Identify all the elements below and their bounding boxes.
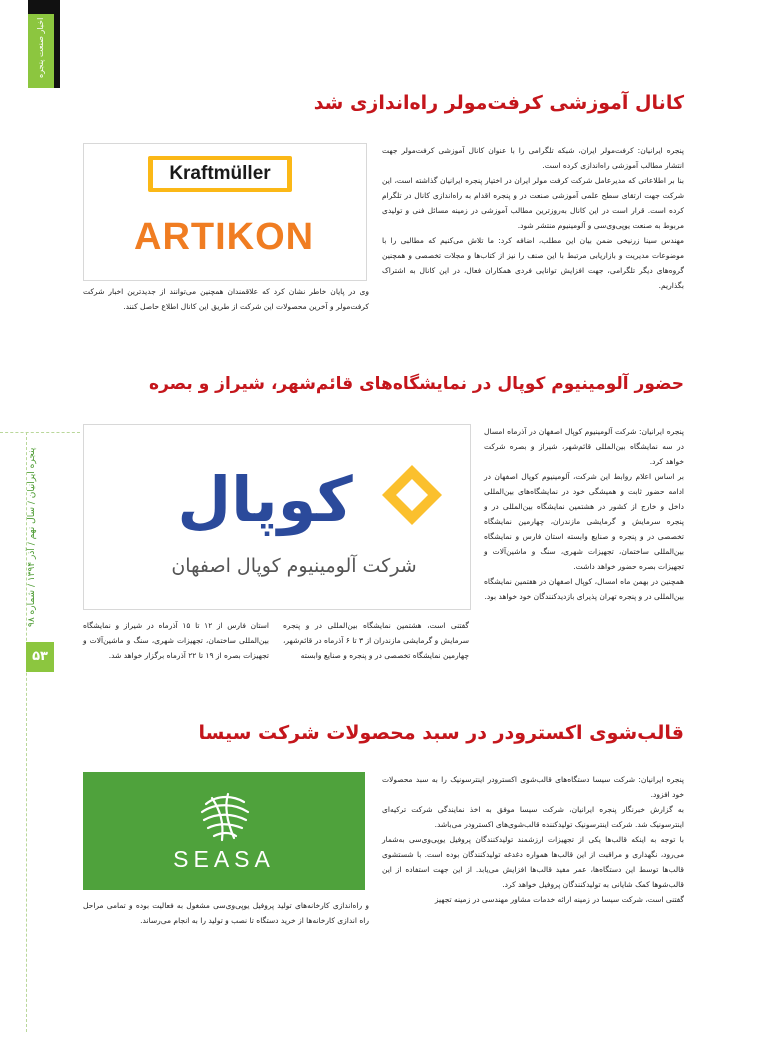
paragraph: همچنین در بهمن ماه امسال، کوپال اصفهان در هفتمین نمایشگاه بین‌المللی در و پنجره تهران پذیرای بازدیدکنندگان خود خواهد بود.	[484, 577, 684, 601]
paragraph: و راه‌اندازی کارخانه‌های تولید پروفیل یوپی‌وی‌سی مشغول به فعالیت بوده و تمامی مراحل راه اندازی کارخانه‌ها از خرید دستگاه تا نصب و تولید را به انجام می‌رساند.	[83, 901, 369, 925]
article1-title: کانال آموزشی کرفت‌مولر راه‌اندازی شد	[313, 92, 684, 114]
paragraph: بر اساس اعلام روابط این شرکت، آلومینیوم کوپال اصفهان در ادامه حضور ثابت و همیشگی خود در نمایشگاه‌های بین‌المللی داخل و خارج از کشور در هشتمین نمایشگاه بین‌المللی در و پنجره سرمایش و گرمایشی مازندران، چهارمین نمایشگاه تخصصی در و پنجره و صنایع وابسته استان فارس و نمایشگاه بین‌المللی ساختمان، تجهیزات شهری، سنگ و ماشین‌آلات و تجهیزات بصره حضور خواهد داشت.	[484, 472, 684, 571]
paragraph: پنجره ایرانیان: کرفت‌مولر ایران، شبکه تلگرامی را با عنوان کانال آموزشی کرفت‌مولر جهت انتشار مطالب آموزشی راه‌اندازی کرده است.	[382, 146, 684, 170]
article2-col-mid	[283, 618, 469, 663]
article3-col-right	[382, 772, 684, 907]
kraftmuller-badge	[148, 156, 292, 192]
seasa-wordmark: SEASA	[173, 846, 275, 872]
kopal-wordmark: کوپال	[177, 463, 353, 536]
paragraph: گفتنی است، هشتمین نمایشگاه بین‌المللی در و پنجره سرمایش و گرمایشی مازندران از ۳ تا ۶ آذرماه در قائم‌شهر، چهارمین نمایشگاه تخصصی در و پنجره و صنایع وابسته	[283, 621, 470, 660]
kraftmuller-logo	[83, 143, 367, 281]
paragraph: با توجه به اینکه قالب‌ها یکی از تجهیزات ارزشمند تولیدکنندگان پروفیل یوپی‌وی‌سی به‌شمار می‌رود، نگهداری و مراقبت از این قالب‌ها همواره دغدغه تولیدکنندگان بوده است. با شستشوی قالب‌ها توسط این دستگاه‌ها، عمر مفید قالب‌ها افزایش می‌یابد. از این جهت استفاده از این قالب‌شوها کمک شایانی به تولیدکنندگان پروفیل خواهد کرد.	[382, 835, 684, 889]
paragraph: پنجره ایرانیان: شرکت سیسا دستگاه‌های قالب‌شوی اکسترودر اینترسونیک را به سبد محصولات خود افزود.	[382, 775, 684, 799]
artikon-wordmark: ARTIKON	[134, 216, 315, 258]
paragraph: گفتنی است، شرکت سیسا در زمینه ارائه خدمات مشاور مهندسی در زمینه تجهیز	[434, 895, 684, 904]
kraftmuller-wordmark: Kraftmüller	[153, 160, 287, 188]
section-tab-label: اخبار صنعت پنجره	[36, 17, 45, 79]
paragraph: استان فارس از ۱۲ تا ۱۵ آذرماه در شیراز و نمایشگاه بین‌المللی ساختمان، تجهیزات شهری، سنگ و ماشین‌آلات و تجهیزات بصره از ۱۹ تا ۲۲ آذرماه برگزار خواهد شد.	[83, 621, 269, 660]
paragraph: پنجره ایرانیان: شرکت آلومینیوم کوپال اصفهان در آذرماه امسال در سه نمایشگاه بین‌المللی قائم‌شهر، شیراز و بصره شرکت خواهد کرد.	[484, 427, 684, 466]
seasa-logo	[83, 772, 365, 890]
article3-col-left	[83, 898, 369, 928]
paragraph: مهندس سینا زرنیخی ضمن بیان این مطلب، اضافه کرد: ما تلاش می‌کنیم که مطالبی را با موضوعات مدیریت و بازاریابی مرتبط با این صنف را نیز از کتاب‌ها و مجلات تخصصی و همچنین گروه‌های دیگر تلگرامی، جهت افزایش توانایی فردی همکاران فعال، در این کانال به اشتراک بگذاریم.	[382, 236, 684, 290]
article1-col-right	[382, 143, 684, 293]
section-tab-cap	[28, 0, 60, 14]
article3-title: قالب‌شوی اکسترودر در سبد محصولات شرکت سیسا	[198, 722, 684, 744]
article1-col-left	[83, 284, 369, 314]
page-number: ۵۳	[26, 642, 54, 672]
article2-col-left	[83, 618, 269, 663]
article2-col-right	[484, 424, 684, 604]
issue-info: پنجره ایرانیان / سال نهم / آذر ۱۳۹۴ / شماره ۹۸	[27, 447, 37, 628]
seasa-swirl-icon	[194, 786, 254, 846]
paragraph: به گزارش خبرنگار پنجره ایرانیان، شرکت سیسا موفق به اخذ نمایندگی شرکت ترکیه‌ای اینترسونیک شد. شرکت اینترسونیک تولیدکننده قالب‌شوی‌های اکسترودر می‌باشد.	[382, 805, 684, 829]
paragraph: وی در پایان خاطر نشان کرد که علاقمندان همچنین می‌توانند از جدیدترین اخبار شرکت کرفت‌مولر و آخرین محصولات این شرکت از طریق این کانال اطلاع حاصل کنند.	[83, 287, 369, 311]
kopal-logo	[83, 424, 471, 610]
paragraph: بنا بر اطلاعاتی که مدیرعامل شرکت کرفت مولر ایران در اختیار پنجره ایرانیان گذاشته است، این شرکت جهت ارتقای سطح علمی آموزشی صنعت در و پنجره اقدام به راه‌اندازی کانال در تلگرام کرده است. قرار است در این کانال به‌روزترین مطالب آموزشی در زمینه مسائل فنی و تولیدی مربوط به صنعت یوپی‌وی‌سی و آلومینیوم منتشر شود.	[382, 176, 684, 230]
kopal-subtitle: شرکت آلومینیوم کوپال اصفهان	[171, 555, 417, 577]
article2-title: حضور آلومینیوم کوپال در نمایشگاه‌های قائم‌شهر، شیراز و بصره	[149, 374, 684, 394]
margin-divider	[0, 432, 80, 433]
